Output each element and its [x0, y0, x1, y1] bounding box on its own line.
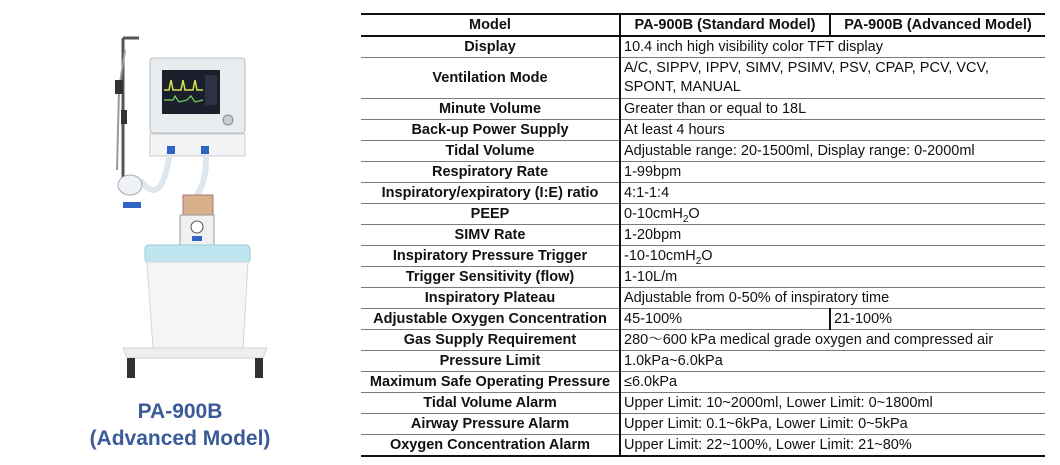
table-row — [361, 267, 1045, 288]
value-text: 0-10cmH — [624, 206, 683, 222]
row-label: PEEP — [361, 204, 620, 225]
table-row — [361, 393, 1045, 414]
row-label: SIMV Rate — [361, 225, 620, 246]
row-value: 1-20bpm — [620, 225, 1045, 246]
row-label: Gas Supply Requirement — [361, 330, 620, 351]
table-row — [361, 204, 1045, 225]
row-label: Tidal Volume — [361, 141, 620, 162]
row-label: Trigger Sensitivity (flow) — [361, 267, 620, 288]
table-row — [361, 183, 1045, 204]
row-label: Minute Volume — [361, 99, 620, 120]
row-label: Display — [361, 36, 620, 58]
header-standard-model: PA-900B (Standard Model) — [620, 14, 830, 36]
table-row — [361, 414, 1045, 435]
row-label: Inspiratory/expiratory (I:E) ratio — [361, 183, 620, 204]
row-value-standard: 45-100% — [620, 309, 830, 330]
row-value: 1.0kPa~6.0kPa — [620, 351, 1045, 372]
caption-model: PA-900B — [137, 400, 223, 423]
row-label: Tidal Volume Alarm — [361, 393, 620, 414]
value-text-end: O — [688, 206, 700, 222]
header-label: Model — [361, 14, 620, 36]
table-row — [361, 162, 1045, 183]
value-subscript: 2 — [695, 255, 702, 267]
table-row — [361, 288, 1045, 309]
row-label: Pressure Limit — [361, 351, 620, 372]
row-value-advanced: 21-100% — [830, 309, 1045, 330]
row-label: Inspiratory Pressure Trigger — [361, 246, 620, 267]
row-value: At least 4 hours — [620, 120, 1045, 141]
row-value: Adjustable range: 20-1500ml, Display range: 0-2000ml — [620, 141, 1045, 162]
value-text-end: O — [701, 248, 713, 264]
table-row — [361, 351, 1045, 372]
row-value: 280～600 kPa medical grade oxygen and compressed air — [620, 330, 1045, 351]
table-row — [361, 141, 1045, 162]
row-label: Inspiratory Plateau — [361, 288, 620, 309]
row-value: Adjustable from 0-50% of inspiratory time — [620, 288, 1045, 309]
row-value: Greater than or equal to 18L — [620, 99, 1045, 120]
row-label: Airway Pressure Alarm — [361, 414, 620, 435]
row-label: Adjustable Oxygen Concentration — [361, 309, 620, 330]
row-value — [620, 246, 1045, 267]
spec-table — [361, 13, 1045, 457]
row-value — [620, 204, 1045, 225]
product-caption — [60, 398, 300, 452]
row-value: ≤6.0kPa — [620, 372, 1045, 393]
row-value: Upper Limit: 22~100%, Lower Limit: 21~80% — [620, 435, 1045, 457]
row-label: Maximum Safe Operating Pressure — [361, 372, 620, 393]
value-text: -10-10cmH — [624, 248, 696, 264]
row-value: 1-10L/m — [620, 267, 1045, 288]
row-value: 10.4 inch high visibility color TFT display — [620, 36, 1045, 58]
header-advanced-model: PA-900B (Advanced Model) — [830, 14, 1045, 36]
table-row — [361, 330, 1045, 351]
table-row — [361, 435, 1045, 457]
value-subscript: 2 — [682, 213, 689, 225]
table-row — [361, 309, 1045, 330]
row-value: A/C, SIPPV, IPPV, SIMV, PSIMV, PSV, CPAP, PCV, VCV, SPONT, MANUAL — [620, 58, 1045, 99]
row-label: Respiratory Rate — [361, 162, 620, 183]
table-row — [361, 225, 1045, 246]
row-label: Ventilation Mode — [361, 58, 620, 99]
row-label: Oxygen Concentration Alarm — [361, 435, 620, 457]
caption-variant: (Advanced Model) — [89, 427, 271, 450]
table-header-row — [361, 14, 1045, 36]
table-row — [361, 372, 1045, 393]
row-value: Upper Limit: 0.1~6kPa, Lower Limit: 0~5kPa — [620, 414, 1045, 435]
table-row — [361, 36, 1045, 58]
table-row — [361, 58, 1045, 99]
table-row — [361, 246, 1045, 267]
ventilator-product-image — [95, 30, 275, 390]
table-row — [361, 120, 1045, 141]
row-value: Upper Limit: 10~2000ml, Lower Limit: 0~1800ml — [620, 393, 1045, 414]
row-value: 1-99bpm — [620, 162, 1045, 183]
table-row — [361, 99, 1045, 120]
row-label: Back-up Power Supply — [361, 120, 620, 141]
row-value: 4:1-1:4 — [620, 183, 1045, 204]
